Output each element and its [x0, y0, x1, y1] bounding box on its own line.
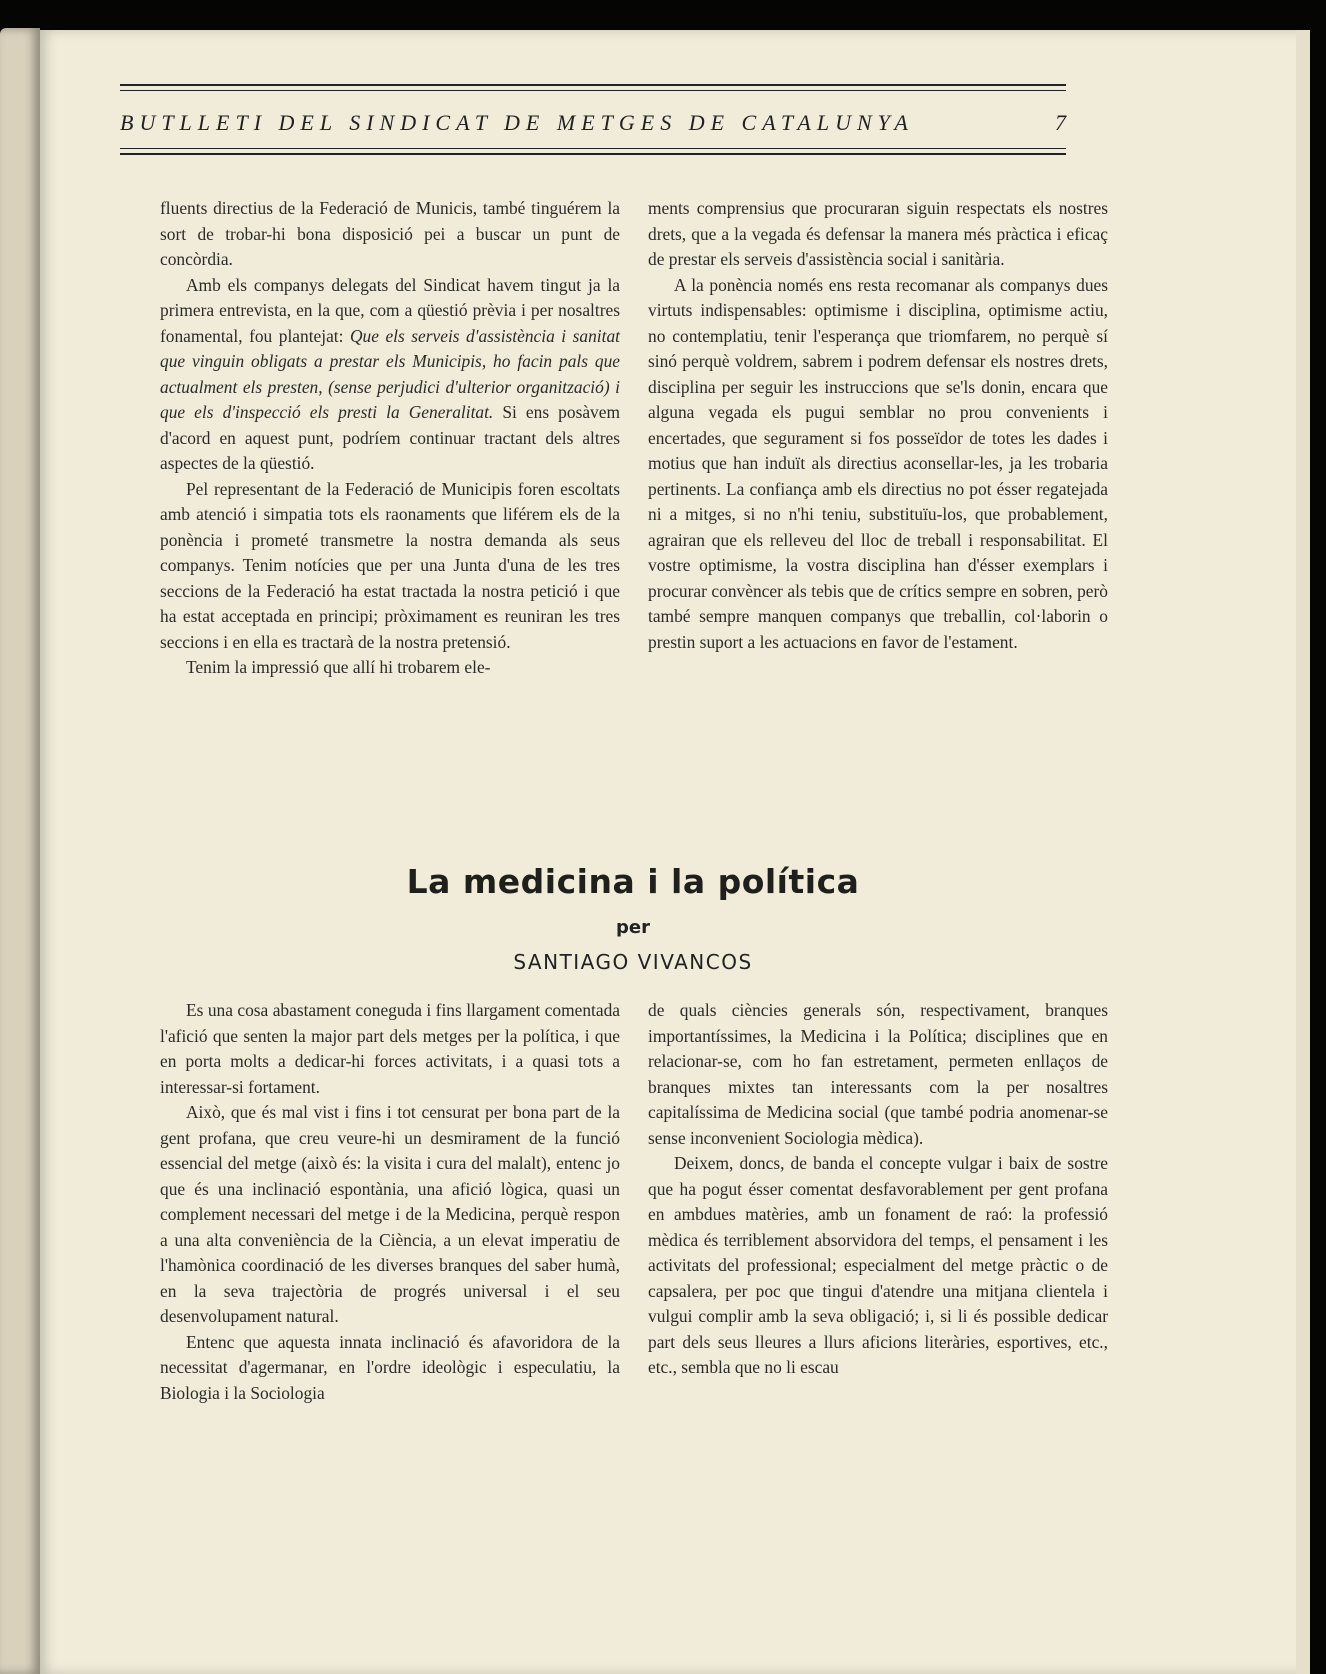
header-rule-bottom-thin	[120, 148, 1066, 149]
paragraph: ments comprensius que procuraran siguin respectats els nostres drets, que a la vegada és defensar la manera més pràctica i eficaç de prestar els serveis d'assistència social i sanitària.	[648, 198, 1108, 269]
paragraph: Amb els companys delegats del Sindicat havem tingut ja la primera entrevista, en la que, com a qüestió prèvia i per nosaltres fonamental, fou plantejat: Que els serveis d'assistència i sanitat que vinguin obligats a prestar els Municipis, ho facin pals que actualment els presten, (sense perjudici d'ulterior organització) i que els d'inspecció els presti la Generalitat. Si ens posàvem d'acord en aquest punt, podríem continuar tractant dels altres aspectes de la qüestió.	[160, 274, 620, 473]
journal-title: BUTLLETI DEL SINDICAT DE METGES DE CATALUNYA	[120, 110, 914, 135]
byline-per: per	[616, 917, 650, 938]
article-title: La medicina i la política	[406, 862, 860, 901]
column-top-left	[160, 196, 620, 681]
paragraph: Això, que és mal vist i fins i tot censurat per bona part de la gent profana, que creu veure-hi un desmirament de la funció essencial del metge (això és: la visita i cura del malalt), entenc jo que és una inclinació espontània, una afició lògica, quasi un complement necessari del metge i de la Medicina, perquè respon a una alta conveniència de la Ciència, a un elevat imperatiu de l'hamònica coordinació de les diverses branques del saber humà, en la seva trajectòria de progrés universal i el seu desenvolupament natural.	[160, 1102, 620, 1326]
article-author: SANTIAGO VIVANCOS	[513, 950, 753, 974]
header-rule-top	[120, 84, 1066, 86]
paragraph: de quals ciències generals són, respectivament, branques importantíssimes, la Medicina i la Política; disciplines que en relacionar-se, com ho fan estretament, permeten enllaços de branques mixtes tan interessants com la per nosaltres capitalíssima de Medicina social (que també podria anomenar-se sense inconvenient Sociologia mèdica).	[648, 1000, 1108, 1148]
header-rule-bottom	[120, 153, 1066, 155]
paragraph: Deixem, doncs, de banda el concepte vulgar i baix de sostre que ha pogut ésser comentat desfavorablement per gent profana en ambdues matèries, amb un fonament de raó: la professió mèdica és terriblement absorvidora del temps, el pensament i les activitats del professional; especialment del metge pràctic o de capsalera, per poc que tingui d'atendre una mitjana clientela i vulgui complir amb la seva obligació; i, si li és possible dedicar part dels seus lleures a llurs aficions literàries, esportives, etc., etc., sembla que no li escau	[648, 1153, 1108, 1377]
paragraph: Es una cosa abastament coneguda i fins llargament comentada l'afició que senten la major part dels metges per la política, i que en porta molts a dedicar-hi forces activitats, i a quasi tots a interessar-si fortament.	[160, 1000, 620, 1097]
running-header	[120, 80, 1066, 170]
page-number: 7	[1055, 110, 1066, 135]
column-bottom-left	[160, 998, 620, 1406]
paragraph: Entenc que aquesta innata inclinació és afavoridora de la necessitat d'agermanar, en l'ordre ideològic i especulatiu, la Biologia i la Sociologia	[160, 1331, 620, 1403]
paragraph: A la ponència només ens resta recomanar als companys dues virtuts indispensables: optimisme i disciplina, optimisme actiu, no contemplatiu, tenir l'esperança que triomfarem, no perquè sí sinó perquè voldrem, sabrem i podrem defensar els nostres drets, disciplina per seguir les instruccions que se'ls donin, encara que alguna vegada els pugui semblar no prou convenients i encertades, que segurament si fos posseïdor de totes les dades i motius que han induït als directius aconsellar-les, ja les trobaria pertinents. La confiança amb els directius no pot ésser regatejada ni a mitges, si no n'hi teniu, substituïu-los, que probablement, agrairan que els relleveu del lloc de treball i responsabilitat. El vostre optimisme, la vostra disciplina han d'ésser exemplars i procurar convèncer als tebis que de crítics sempre en sobren, però també sempre manquen companys que treballin, col·laborin o prestin suport a les actuacions en favor de l'estament.	[648, 274, 1108, 652]
header-rule-top-thin	[120, 90, 1066, 91]
column-top-right	[648, 196, 1108, 655]
italic-quote: Que els serveis d'assistència i sanitat que vinguin obligats a prestar els Municipis, ho facin pals que actualment els presten, (sense perjudici d'ulterior organització) i que els d'inspecció els presti la Generalitat.	[160, 325, 620, 422]
facing-page-edge	[0, 28, 40, 1674]
paragraph: fluents directius de la Federació de Municis, també tinguérem la sort de trobar-hi bona disposició pei a buscar un punt de concòrdia.	[160, 198, 620, 269]
paragraph: Tenim la impressió que allí hi trobarem ele-	[186, 657, 491, 677]
page-edge	[1296, 30, 1310, 1674]
paragraph: Pel representant de la Federació de Municipis foren escoltats amb atenció i simpatia tots els raonaments que liférem els de la ponència i prometé transmetre la nostra demanda als seus companys. Tenim notícies que per una Junta d'una de les tres seccions de la Federació ha estat tractada la nostra petició i que ha estat acceptada en principi; pròximament es reuniran les tres seccions i en ella es tractarà de la nostra pretensió.	[160, 478, 620, 652]
column-bottom-right	[648, 998, 1108, 1381]
